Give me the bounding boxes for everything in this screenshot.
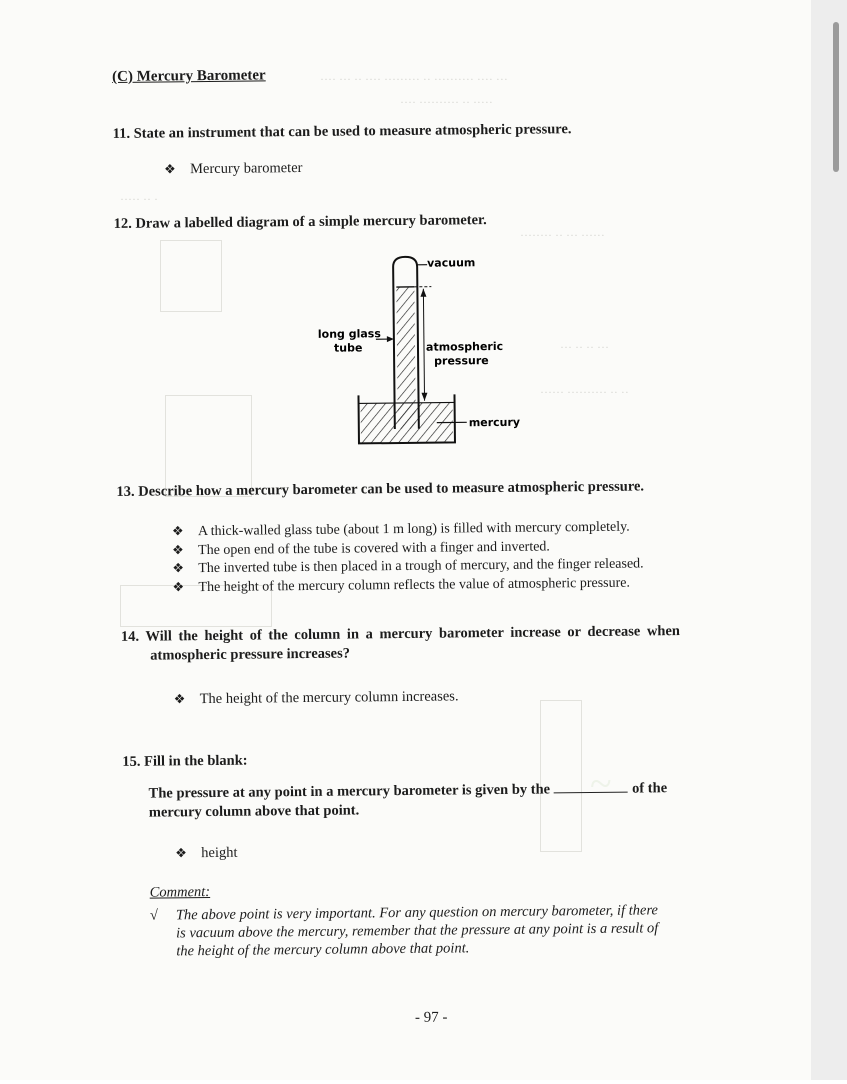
list-item: ❖ A thick-walled glass tube (about 1 m long) is filled with mercury completely. — [172, 517, 644, 540]
bullet-icon: ❖ — [172, 522, 198, 540]
question-number: 15. — [122, 754, 140, 770]
arrow-up-icon — [420, 289, 426, 297]
answer-11 — [164, 159, 303, 178]
bleed-through-smudge: ~ — [590, 760, 612, 807]
bleed-through-text: ······ ·········· ·· ·· — [540, 385, 629, 400]
mercury-barometer-diagram — [297, 244, 539, 457]
bullet-icon: ❖ — [174, 690, 200, 708]
bleed-through-text: ········ ·· ··· ······ — [520, 228, 605, 243]
label-atmospheric: atmospheric — [426, 340, 503, 354]
statement-part2: of the — [632, 780, 667, 796]
question-15 — [122, 752, 247, 772]
bullet-icon: ❖ — [172, 559, 198, 577]
question-text: Describe how a mercury barometer can be used to measure atmospheric pressure. — [138, 478, 644, 499]
bullet-icon: ❖ — [175, 844, 201, 862]
statement-part1: The pressure at any point in a mercury barometer is given by the — [149, 781, 551, 801]
comment-label: Comment: — [150, 884, 211, 902]
question-text-line2: atmospheric pressure increases? — [121, 641, 721, 666]
arrow-down-icon — [421, 393, 427, 401]
bleed-through-text: ··· ·· ·· ··· — [560, 340, 609, 355]
viewer-scrollbar-track[interactable] — [811, 0, 847, 1080]
answer-text: Mercury barometer — [190, 160, 302, 177]
viewer-scrollbar-thumb[interactable] — [833, 22, 839, 172]
answer-text: height — [201, 845, 237, 861]
bleed-through-text: ····· ·· · — [120, 192, 158, 207]
question-text: State an instrument that can be used to measure atmospheric pressure. — [134, 121, 572, 142]
statement-line2: mercury column above that point. — [149, 798, 729, 823]
list-item: ❖ The height of the mercury column reflects the value of atmospheric pressure. — [172, 573, 644, 596]
label-tube: tube — [334, 341, 363, 354]
bullet-icon: ❖ — [164, 160, 190, 178]
label-long-glass: long glass — [318, 327, 382, 341]
question-number: 12. — [114, 216, 132, 232]
page-number: - 97 - — [415, 1010, 448, 1027]
bleed-through-text: ···· ·········· ·· ····· — [400, 95, 493, 110]
question-11 — [113, 120, 572, 144]
label-mercury: mercury — [469, 416, 520, 430]
bleed-through-text: ···· ··· ·· ···· ········· ·· ·········· ···· ··· — [320, 72, 508, 87]
label-vacuum: vacuum — [427, 256, 475, 270]
label-pressure: pressure — [434, 354, 489, 368]
question-text-line1: Will the height of the column in a mercury barometer increase or decrease when — [145, 623, 680, 645]
fill-in-statement — [149, 779, 729, 823]
list-item: ❖ The inverted tube is then placed in a trough of mercury, and the finger released. — [172, 554, 644, 577]
section-heading: (C) Mercury Barometer — [112, 67, 266, 86]
answer-list-13 — [172, 517, 644, 596]
height-marker — [423, 289, 424, 401]
comment-text: √ The above point is very important. For any question on mercury barometer, if there is vacuum above the mercury, remember that the pressure at any point is a result of the height of the mercury column above that point. — [150, 901, 731, 961]
arrow-right-icon — [387, 336, 394, 342]
question-number: 11. — [113, 126, 130, 142]
answer-15 — [175, 844, 237, 863]
question-text: Fill in the blank: — [144, 753, 248, 770]
question-14 — [121, 622, 721, 666]
bullet-icon: ❖ — [172, 578, 198, 596]
question-number: 14. — [121, 629, 139, 645]
answer-text: The height of the mercury column increases. — [200, 688, 459, 707]
check-mark-icon: √ — [150, 906, 176, 924]
question-13 — [116, 477, 644, 502]
bullet-icon: ❖ — [172, 541, 198, 559]
question-number: 13. — [116, 484, 134, 500]
question-text: Draw a labelled diagram of a simple mercury barometer. — [135, 212, 486, 232]
list-item: ❖ The open end of the tube is covered with a finger and inverted. — [172, 536, 644, 559]
fill-blank — [554, 792, 628, 794]
answer-14 — [174, 687, 459, 708]
question-12 — [114, 211, 487, 234]
